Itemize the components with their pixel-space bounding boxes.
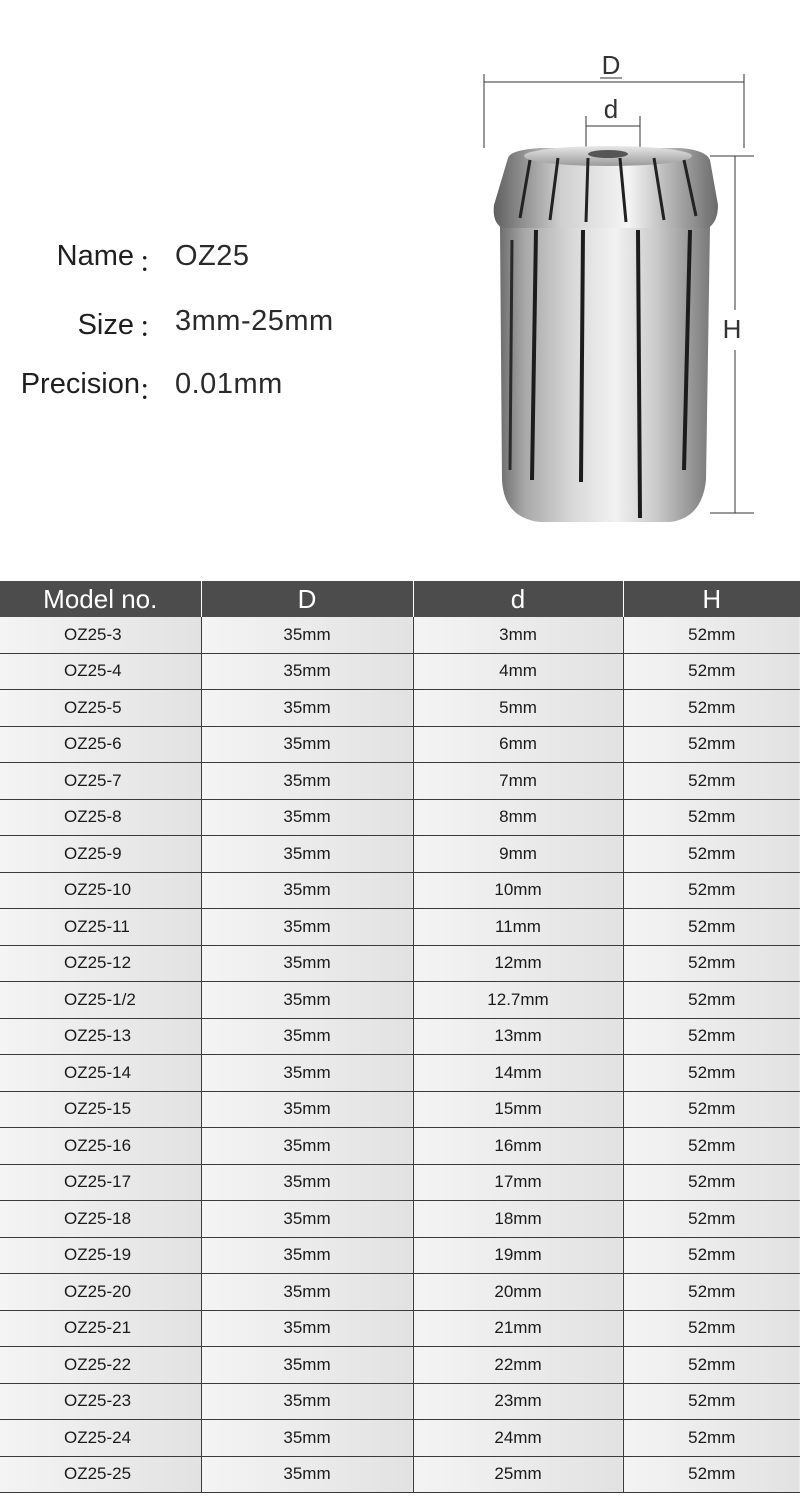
cell-model-no: OZ25-8 xyxy=(0,799,201,836)
table-row xyxy=(0,1091,800,1128)
cell-model-no: OZ25-15 xyxy=(0,1091,201,1128)
cell-D: 35mm xyxy=(201,690,413,727)
cell-model-no: OZ25-16 xyxy=(0,1128,201,1165)
cell-d: 3mm xyxy=(413,617,623,653)
cell-d: 20mm xyxy=(413,1274,623,1311)
cell-H: 52mm xyxy=(623,1347,800,1384)
cell-D: 35mm xyxy=(201,1274,413,1311)
cell-D: 35mm xyxy=(201,1456,413,1493)
cell-H: 52mm xyxy=(623,872,800,909)
cell-model-no: OZ25-12 xyxy=(0,945,201,982)
cell-D: 35mm xyxy=(201,726,413,763)
cell-D: 35mm xyxy=(201,872,413,909)
cell-D: 35mm xyxy=(201,1055,413,1092)
cell-D: 35mm xyxy=(201,1128,413,1165)
dimension-D-label: D xyxy=(601,50,621,80)
cell-model-no: OZ25-19 xyxy=(0,1237,201,1274)
cell-H: 52mm xyxy=(623,1201,800,1238)
cell-H: 52mm xyxy=(623,1310,800,1347)
cell-d: 25mm xyxy=(413,1456,623,1493)
table-row xyxy=(0,1456,800,1493)
spec-size-label: Size xyxy=(77,309,134,341)
table-row xyxy=(0,617,800,653)
cell-D: 35mm xyxy=(201,836,413,873)
table-row xyxy=(0,653,800,690)
cell-model-no: OZ25-7 xyxy=(0,763,201,800)
cell-model-no: OZ25-1/2 xyxy=(0,982,201,1019)
cell-d: 6mm xyxy=(413,726,623,763)
header-d: d xyxy=(413,581,623,617)
header-H: H xyxy=(623,581,800,617)
cell-model-no: OZ25-17 xyxy=(0,1164,201,1201)
table-row xyxy=(0,726,800,763)
dimension-d-label: d xyxy=(603,94,619,124)
table-row xyxy=(0,1164,800,1201)
cell-model-no: OZ25-20 xyxy=(0,1274,201,1311)
table-row xyxy=(0,1201,800,1238)
table-row xyxy=(0,909,800,946)
cell-model-no: OZ25-6 xyxy=(0,726,201,763)
spec-name-colon: ： xyxy=(138,247,168,279)
cell-D: 35mm xyxy=(201,1420,413,1457)
table-row xyxy=(0,1420,800,1457)
table-row xyxy=(0,982,800,1019)
cell-d: 22mm xyxy=(413,1347,623,1384)
cell-D: 35mm xyxy=(201,799,413,836)
table-row xyxy=(0,872,800,909)
cell-H: 52mm xyxy=(623,1018,800,1055)
cell-d: 18mm xyxy=(413,1201,623,1238)
table-row xyxy=(0,799,800,836)
cell-d: 9mm xyxy=(413,836,623,873)
spec-name-label: Name xyxy=(56,240,134,272)
cell-H: 52mm xyxy=(623,1237,800,1274)
cell-d: 4mm xyxy=(413,653,623,690)
cell-H: 52mm xyxy=(623,945,800,982)
cell-model-no: OZ25-10 xyxy=(0,872,201,909)
table-header-row xyxy=(0,581,800,617)
cell-d: 21mm xyxy=(413,1310,623,1347)
cell-H: 52mm xyxy=(623,1456,800,1493)
cell-D: 35mm xyxy=(201,1018,413,1055)
table-row xyxy=(0,1310,800,1347)
cell-H: 52mm xyxy=(623,909,800,946)
cell-d: 24mm xyxy=(413,1420,623,1457)
cell-D: 35mm xyxy=(201,1201,413,1238)
dimension-H-label: H xyxy=(722,314,742,344)
spec-size-colon: ： xyxy=(138,312,168,344)
cell-model-no: OZ25-23 xyxy=(0,1383,201,1420)
cell-d: 7mm xyxy=(413,763,623,800)
table-row xyxy=(0,1018,800,1055)
cell-model-no: OZ25-21 xyxy=(0,1310,201,1347)
cell-H: 52mm xyxy=(623,690,800,727)
cell-d: 13mm xyxy=(413,1018,623,1055)
cell-D: 35mm xyxy=(201,1347,413,1384)
table-row xyxy=(0,836,800,873)
cell-d: 11mm xyxy=(413,909,623,946)
cell-model-no: OZ25-4 xyxy=(0,653,201,690)
cell-D: 35mm xyxy=(201,945,413,982)
cell-D: 35mm xyxy=(201,909,413,946)
table-row xyxy=(0,1055,800,1092)
table-row xyxy=(0,1274,800,1311)
cell-H: 52mm xyxy=(623,1274,800,1311)
cell-model-no: OZ25-25 xyxy=(0,1456,201,1493)
cell-d: 5mm xyxy=(413,690,623,727)
cell-D: 35mm xyxy=(201,1383,413,1420)
spec-precision-colon: ： xyxy=(138,375,168,407)
spec-name-value: OZ25 xyxy=(175,240,250,272)
model-spec-table xyxy=(0,581,800,1493)
table-row xyxy=(0,1237,800,1274)
cell-D: 35mm xyxy=(201,1091,413,1128)
cell-model-no: OZ25-5 xyxy=(0,690,201,727)
cell-H: 52mm xyxy=(623,653,800,690)
cell-d: 19mm xyxy=(413,1237,623,1274)
cell-model-no: OZ25-22 xyxy=(0,1347,201,1384)
cell-model-no: OZ25-11 xyxy=(0,909,201,946)
cell-model-no: OZ25-18 xyxy=(0,1201,201,1238)
collet-body xyxy=(494,146,718,522)
cell-D: 35mm xyxy=(201,1237,413,1274)
cell-d: 14mm xyxy=(413,1055,623,1092)
cell-model-no: OZ25-9 xyxy=(0,836,201,873)
collet-diagram xyxy=(470,40,770,540)
cell-D: 35mm xyxy=(201,763,413,800)
cell-H: 52mm xyxy=(623,1128,800,1165)
cell-D: 35mm xyxy=(201,653,413,690)
cell-d: 17mm xyxy=(413,1164,623,1201)
cell-D: 35mm xyxy=(201,1310,413,1347)
cell-H: 52mm xyxy=(623,799,800,836)
cell-model-no: OZ25-13 xyxy=(0,1018,201,1055)
spec-size-value: 3mm-25mm xyxy=(175,305,334,337)
cell-d: 15mm xyxy=(413,1091,623,1128)
cell-d: 8mm xyxy=(413,799,623,836)
cell-H: 52mm xyxy=(623,1091,800,1128)
cell-D: 35mm xyxy=(201,1164,413,1201)
cell-d: 12mm xyxy=(413,945,623,982)
table-row xyxy=(0,1128,800,1165)
cell-d: 10mm xyxy=(413,872,623,909)
cell-D: 35mm xyxy=(201,617,413,653)
table-body xyxy=(0,617,800,1493)
table-row xyxy=(0,690,800,727)
cell-H: 52mm xyxy=(623,1420,800,1457)
cell-H: 52mm xyxy=(623,1055,800,1092)
cell-model-no: OZ25-14 xyxy=(0,1055,201,1092)
cell-H: 52mm xyxy=(623,726,800,763)
cell-model-no: OZ25-24 xyxy=(0,1420,201,1457)
cell-H: 52mm xyxy=(623,982,800,1019)
header-D: D xyxy=(201,581,413,617)
cell-d: 12.7mm xyxy=(413,982,623,1019)
cell-d: 16mm xyxy=(413,1128,623,1165)
product-info-section xyxy=(0,0,800,560)
cell-model-no: OZ25-3 xyxy=(0,617,201,653)
cell-H: 52mm xyxy=(623,836,800,873)
cell-H: 52mm xyxy=(623,763,800,800)
cell-H: 52mm xyxy=(623,1164,800,1201)
table-row xyxy=(0,763,800,800)
cell-D: 35mm xyxy=(201,982,413,1019)
spec-precision-value: 0.01mm xyxy=(175,368,283,400)
spec-precision-label: Precision xyxy=(20,368,140,400)
table-row xyxy=(0,1347,800,1384)
cell-H: 52mm xyxy=(623,617,800,653)
table-row xyxy=(0,945,800,982)
header-model-no: Model no. xyxy=(0,581,201,617)
table-row xyxy=(0,1383,800,1420)
cell-H: 52mm xyxy=(623,1383,800,1420)
cell-d: 23mm xyxy=(413,1383,623,1420)
